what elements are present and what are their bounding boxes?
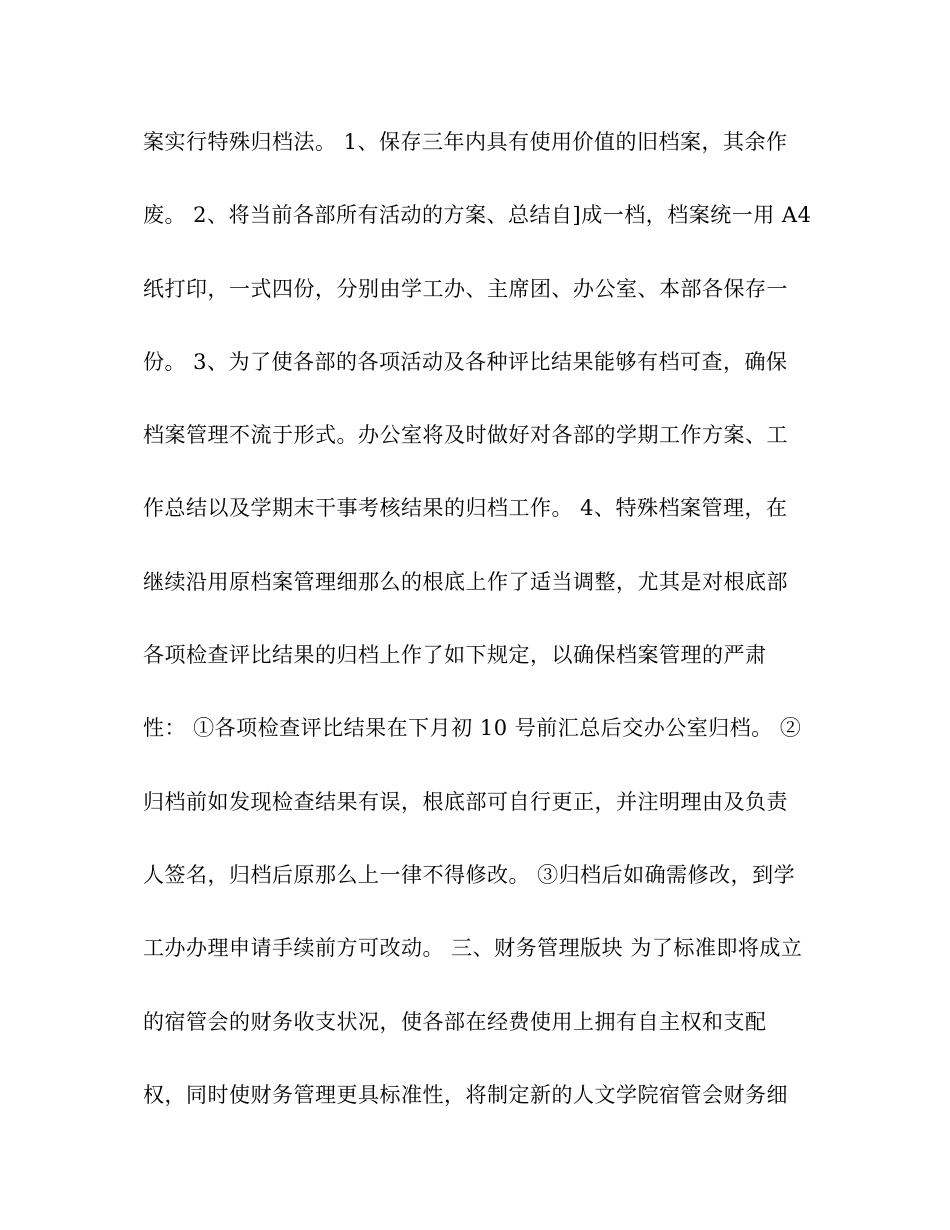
text-line: 权，同时使财务管理更具标准性，将制定新的人文学院宿管会财务细	[143, 1082, 788, 1107]
text-line: 性： ①各项检查评比结果在下月初 10 号前汇总后交办公室归档。 ②	[143, 716, 802, 741]
text-line: 的宿管会的财务收支状况，使各部在经费使用上拥有自主权和支配	[143, 1009, 767, 1034]
text-line: 归档前如发现检查结果有误，根底部可自行更正，并注明理由及负责	[143, 789, 788, 814]
text-line: 废。 2、将当前各部所有活动的方案、总结自]成一档，档案统一用 A4	[143, 203, 812, 228]
text-line: 作总结以及学期末干事考核结果的归档工作。 4、特殊档案管理，在	[143, 496, 788, 521]
text-line: 人签名，归档后原那么上一律不得修改。 ③归档后如确需修改，到学	[143, 862, 796, 887]
text-line: 继续沿用原档案管理细那么的根底上作了适当调整，尤其是对根底部	[143, 569, 788, 594]
text-line: 纸打印，一式四份，分别由学工办、主席团、办公室、本部各保存一	[143, 276, 788, 301]
text-line: 案实行特殊归档法。 1、保存三年内具有使用价值的旧档案，其余作	[143, 130, 788, 154]
text-line: 工办办理申请手续前方可改动。 三、财务管理版块 为了标准即将成立	[143, 936, 803, 961]
body-text	[143, 124, 812, 1150]
text-line: 档案管理不流于形式。办公室将及时做好对各部的学期工作方案、工	[143, 423, 788, 448]
text-line: 各项检查评比结果的归档上作了如下规定，以确保档案管理的严肃	[143, 643, 767, 668]
text-line: 份。 3、为了使各部的各项活动及各种评比结果能够有档可查，确保	[143, 349, 788, 374]
